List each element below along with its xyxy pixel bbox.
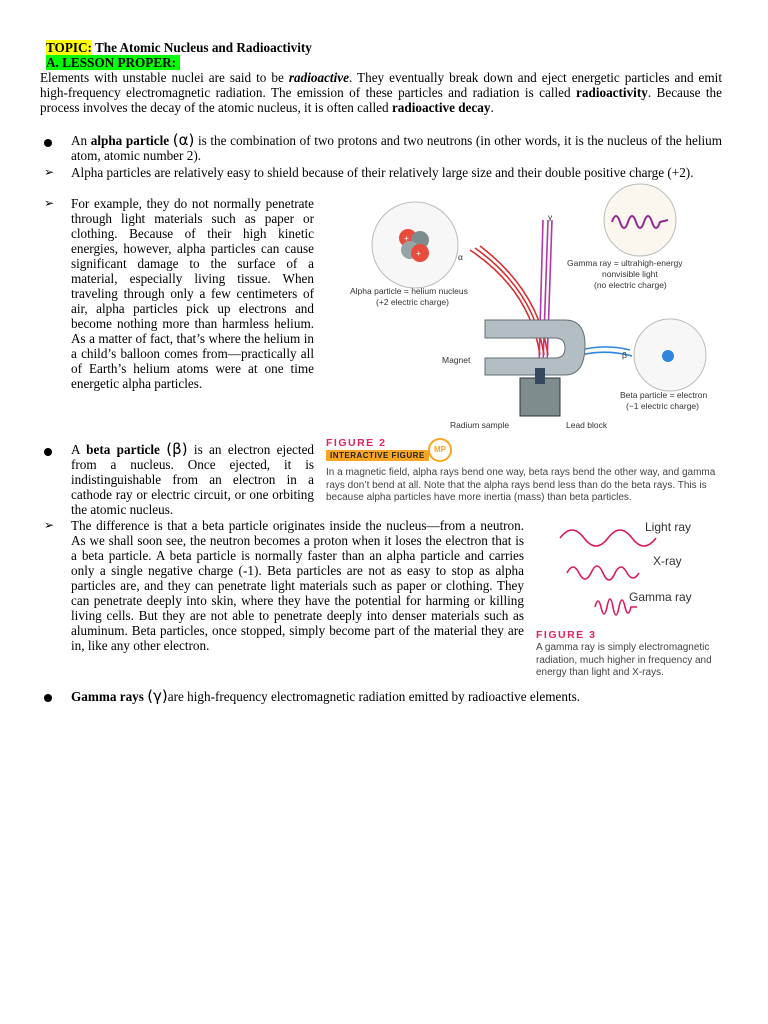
- term-alpha-particle: alpha particle: [90, 133, 170, 148]
- alpha-pre: An: [71, 133, 91, 148]
- gamma-symbol-label: γ: [548, 212, 553, 222]
- beta-post: is an electron ejected from a nucleus. Once ejected, it is indistinguishable from an electron in a cathode ray or electric circuit, or one orbiting the atomic nucleus.: [71, 442, 315, 517]
- term-beta-particle: beta particle: [86, 442, 160, 457]
- gamma-definition: [71, 689, 731, 704]
- bullet-dot-icon: [44, 139, 52, 147]
- alpha-post: is the combination of two protons and two neutrons (in other words, it is the nucleus of the helium atom, atomic number 2).: [71, 133, 723, 163]
- beta-symbol-label: β: [622, 350, 627, 360]
- arrow-bullet-icon: ➢: [44, 165, 55, 179]
- term-radioactive: radioactive: [288, 70, 349, 85]
- topic-title: The Atomic Nucleus and Radioactivity: [94, 40, 312, 55]
- gamma-desc-label-2: nonvisible light: [602, 269, 658, 279]
- radium-label: Radium sample: [450, 420, 510, 430]
- alpha-charge-label: (+2 electric charge): [376, 297, 449, 307]
- beta-difference-text: The difference is that a beta particle originates inside the nucleus—from a neutron. As we shall soon see, the neutron becomes a proton when it loses the electron that is a beta particle. A beta particle is normally faster than an alpha particle and carries only a single negative charge (-1). Beta particles are not as easy to stop as alpha particles are, and they can penetrate light materials such as paper or clothing. They can penetrate deeply into skin, where they have the potential for harming or killing living cells. But they are not able to penetrate deeply into denser materials such as aluminum. Beta particles, once stopped, simply become part of the material they are in, like any other electron.: [71, 518, 524, 653]
- xray-wave-icon: [567, 566, 639, 580]
- gamma-desc-label-3: (no electric charge): [594, 280, 667, 290]
- mp-badge-icon: MP: [428, 438, 452, 462]
- gamma-post: are high-frequency electromagnetic radiation emitted by radioactive elements.: [167, 689, 581, 704]
- figure2-caption: In a magnetic field, alpha rays bend one way, beta rays bend the other way, and gamma rays don’t bend at all. Note that the alpha rays bend less than do the beta rays. This is because alpha particles have more inertia (mass) than beta particles.: [326, 467, 716, 503]
- svg-text:+: +: [404, 233, 409, 243]
- arrow-bullet-icon: ➢: [44, 518, 55, 532]
- alpha-example-text: For example, they do not normally penetrate through light materials such as paper or clothing. Because of their high kinetic energies, however, alpha particles can cause significant damage to the surface of a material, especially living tissue. When traveling through only a few centimeters of air, alpha particles pick up electrons and become nothing more than harmless helium. As a matter of fact, that’s where the helium in a child’s balloon comes from—practically all of Earth’s helium atoms were at one time energetic alpha particles.: [71, 196, 314, 391]
- xray-label: X-ray: [653, 554, 682, 568]
- term-radioactive-decay: radioactive decay: [391, 100, 491, 115]
- topic-heading: [46, 40, 312, 55]
- magnet-icon: [485, 320, 585, 375]
- figure2-illustration: [330, 180, 730, 432]
- beta-symbol: (β): [166, 440, 188, 458]
- figure3-caption: A gamma ray is simply electromagnetic radiation, much higher in frequency and energy than light and X-rays.: [536, 642, 712, 678]
- intro-text-2: . They eventually break down and eject energetic particles and emit high-frequency electromagnetic radiation. The emission of these particles and radiation is called: [40, 70, 722, 100]
- svg-text:+: +: [416, 248, 421, 258]
- beta-desc-label: Beta particle = electron: [620, 390, 708, 400]
- lead-block-label: Lead block: [566, 420, 608, 430]
- intro-text-1: Elements with unstable nuclei are said to be: [40, 70, 289, 85]
- intro-text-4: .: [490, 100, 494, 115]
- intro-text-3: . Because the process involves the decay of the atomic nucleus, it is often called: [40, 85, 723, 115]
- figure3-illustration: [555, 513, 725, 625]
- interactive-figure-badge: INTERACTIVE FIGURE: [326, 450, 429, 461]
- topic-label: TOPIC:: [46, 40, 92, 55]
- section-heading: A. LESSON PROPER:: [46, 55, 180, 70]
- bullet-dot-icon: [44, 448, 52, 456]
- alpha-desc-label: Alpha particle = helium nucleus: [350, 286, 468, 296]
- intro-paragraph: [40, 70, 722, 115]
- alpha-symbol-label: α: [458, 252, 463, 262]
- beta-definition: [71, 442, 314, 517]
- bullet-dot-icon: [44, 694, 52, 702]
- beta-pre: A: [71, 442, 87, 457]
- alpha-shield-text: Alpha particles are relatively easy to shield because of their relatively large size and their double positive charge (+2).: [71, 165, 694, 180]
- beta-charge-label: (−1 electric charge): [626, 401, 699, 411]
- gamma-ray-label: Gamma ray: [629, 590, 692, 604]
- figure2-label: FIGURE 2: [326, 437, 387, 449]
- arrow-bullet-icon: ➢: [44, 196, 55, 210]
- alpha-definition: [71, 133, 722, 163]
- magnet-label: Magnet: [442, 355, 471, 365]
- electron-icon: [662, 350, 674, 362]
- gamma-desc-label: Gamma ray = ultrahigh-energy: [567, 258, 683, 268]
- light-ray-wave-icon: [560, 530, 656, 546]
- figure3-label: FIGURE 3: [536, 629, 597, 641]
- term-gamma-rays: Gamma rays: [71, 689, 144, 704]
- alpha-symbol: (α): [172, 131, 195, 149]
- radium-sample-icon: [535, 368, 545, 384]
- light-ray-label: Light ray: [645, 520, 692, 534]
- term-radioactivity: radioactivity: [576, 85, 648, 100]
- gamma-symbol: (γ): [147, 687, 168, 705]
